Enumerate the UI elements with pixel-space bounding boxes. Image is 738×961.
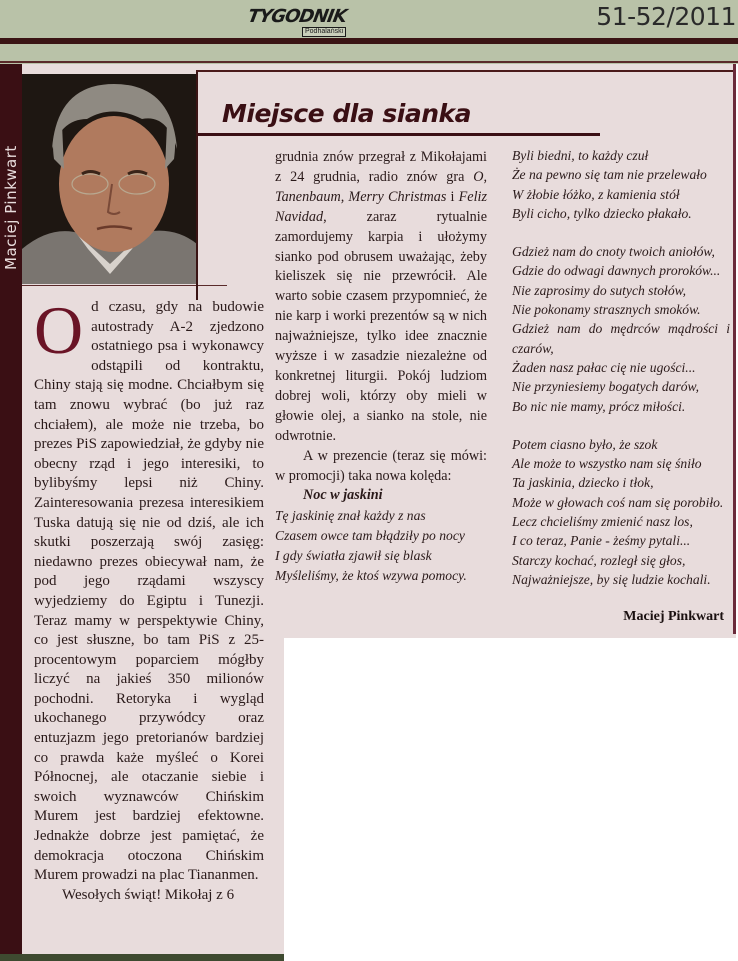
poem-stanza-3: [512, 242, 730, 416]
masthead-rule-thin: [0, 61, 738, 63]
poem-line: Nie zaprosimy do sutych stołów,: [512, 282, 687, 298]
poem-line: Lecz chcieliśmy zmienić nasz los,: [512, 514, 693, 530]
poem-line: Gdzież nam do cnoty twoich aniołów,: [512, 244, 715, 260]
poem-line: Starczy kochać, rozległ się głos,: [512, 552, 686, 568]
poem-line: Tę jaskinię znał każdy z nas: [275, 508, 426, 524]
text-run: i: [446, 188, 459, 205]
masthead-rule: [0, 38, 738, 44]
text-run: grudnia znów przegrał z Mikołajami z 24 grudnia, radio znów gra: [275, 149, 487, 185]
poem-title: Noc w jaskini: [303, 487, 383, 504]
poem-line: Byli biedni, to każdy czuł: [512, 148, 649, 163]
article-column-1: [34, 292, 264, 905]
drop-cap: O: [34, 292, 84, 368]
article-column-2: [275, 148, 487, 586]
issue-number: 51-52/2011: [596, 2, 736, 31]
bottom-edge: [0, 954, 284, 961]
column-divider: [196, 70, 198, 300]
poem-line: W żłobie łóżko, z kamienia stół: [512, 186, 680, 202]
poem-line: Ale może to wszystko nam się śniło: [512, 456, 702, 472]
poem-line: Może w głowach coś nam się porobiło.: [512, 494, 724, 510]
poem-line: Nie przyniesiemy bogatych darów,: [512, 379, 700, 395]
poem-line: Najważniejsze, by się ludzie kochali.: [512, 571, 711, 587]
poem-line: Czasem owce tam błądziły po nocy: [275, 528, 465, 544]
logo-main-text: TYGODNIK: [246, 6, 348, 27]
song-title: O, Tanenbaum, Merry Christmas: [275, 168, 487, 205]
logo-sub-text: Podhalański: [302, 27, 346, 37]
poem-line: Ta jaskinia, dziecko i tłok,: [512, 475, 654, 491]
article-column-3: [512, 146, 730, 608]
poem-line: Że na pewno się tam nie przelewało: [512, 167, 707, 183]
blank-area: [284, 638, 738, 961]
paragraph: Wesołych świąt! Mikołaj z 6: [62, 886, 235, 903]
paragraph: [275, 148, 487, 447]
newspaper-logo: [246, 6, 348, 36]
masthead-bar: [0, 0, 738, 64]
poem-line: Nie pokonamy strasznych smoków.: [512, 302, 701, 318]
poem-line: Bo nic nie mamy, prócz miłości.: [512, 398, 686, 414]
text-run: , zaraz rytualnie zamordujemy karpia i ułożymy sianko pod obrusem uważając, żeby kieliszek się nie przewrócił. Ale warto sobie czasem przypomnieć, że nie karp i worki prezentów są w nich najważniejsze, tylko idee znacznie wyższe i w zasadzie niezależne od konkretnej liturgii. Pokój ludziom dobrej woli, którzy oby mieli w głowie olej, a sianko na stole, nie odwrotnie.: [275, 208, 487, 444]
article-title: Miejsce dla sianka: [222, 98, 471, 128]
title-underline: [198, 133, 600, 136]
author-signature: Maciej Pinkwart: [623, 609, 724, 624]
poem-line: Myśleliśmy, że ktoś wzywa pomocy.: [275, 568, 467, 584]
poem-line: Żaden nasz pałac cię nie ugości...: [512, 359, 696, 375]
poem-stanza-4: [512, 435, 730, 589]
paragraph: d czasu, gdy na budowie autostrady A-2 zjedzono ostatniego psa i wykonawcy odstąpili od kontraktu, Chiny stają się modne. Chciałbym się tam znowu wybrać (bo już raz chciałem), ale może nie trzeba, bo prezes PiS zapowiedział, że gdyby nie obecny rząd i jego interesiki, to bylibyśmy lepsi niż Chiny. Zainteresowania prezesa interesikiem Tuska datują się nie od dziś, ale ich skutki poszerzają swój zasięg: niedawno prezes obiecywał nam, że pod jego rządami wszyscy wyjedziemy do Egiptu i Tunezji. Teraz mamy w perspektywie Chiny, co jest słuszne, bo tam PiS z 25-procentowym poparciem mógłby liczyć na jakieś 350 milionów pochodni. Retoryka i wygląd ukochanego przywódcy oraz entuzjazm jego pretorianów bardziej co prawda każe myśleć o Korei Północnej, ale otaczanie siebie i swoich wyznawców Chińskim Murem jest bardziej efektowne. Jednakże dobrze jest pamiętać, że demokracja otoczona Chińskim Murem prowadzi na plac Tiananmen.: [34, 299, 264, 884]
author-portrait-icon: [22, 74, 197, 284]
poem-line: Gdzie do odwagi dawnych proroków...: [512, 263, 721, 279]
song-title: Feliz Navidad: [275, 188, 487, 225]
title-box-top-rule: [196, 70, 736, 72]
poem-line: I co teraz, Panie - żeśmy pytali...: [512, 533, 691, 549]
poem-stanza-1: [275, 506, 487, 586]
author-photo: [22, 74, 197, 284]
poem-stanza-2: [512, 146, 730, 223]
article-right-border: [733, 64, 736, 634]
poem-line: I gdy światła zjawił się blask: [275, 548, 432, 564]
poem-line: Byli cicho, tylko dziecko płakało.: [512, 205, 692, 221]
poem-line: Potem ciasno było, że szok: [512, 436, 658, 452]
paragraph: A w prezencie (teraz się mówi: w promocji) taka nowa kolęda:: [275, 447, 487, 484]
poem-line: Gdzież nam do mędrców mądrości i czarów,: [512, 321, 730, 356]
author-vertical-label: Maciej Pinkwart: [2, 145, 20, 270]
